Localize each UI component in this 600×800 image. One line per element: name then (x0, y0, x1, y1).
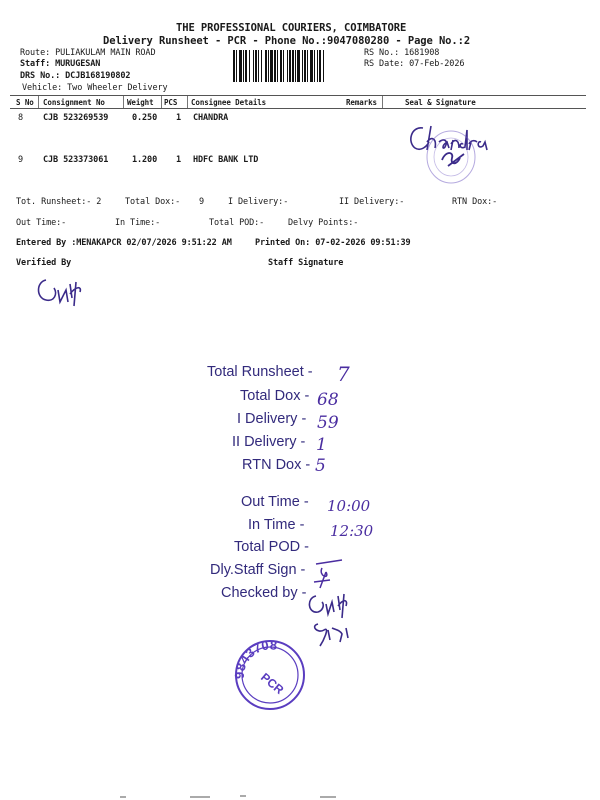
barcode (233, 50, 360, 82)
barcode-bar (270, 50, 273, 82)
verified-by: Verified By (16, 258, 72, 268)
row-pcs: 1 (176, 155, 182, 165)
ii-delivery: II Delivery:- (339, 197, 405, 207)
stamp-value-rtn-dox: 5 (315, 456, 326, 476)
stamp-value-total-dox: 68 (317, 390, 339, 410)
barcode-bar (292, 50, 294, 82)
barcode-bar (289, 50, 291, 82)
total-dox-label: Total Dox:- (125, 197, 181, 207)
barcode-bar (243, 50, 244, 82)
barcode-bar (277, 50, 278, 82)
in-time: In Time:- (115, 218, 161, 228)
total-dox-value: 9 (199, 197, 205, 207)
entered-by: Entered By :MENAKAPCR 02/07/2026 9:51:22 AM (16, 238, 232, 248)
staff: Staff: MURUGESAN (20, 59, 101, 69)
i-delivery: I Delivery:- (228, 197, 289, 207)
verified-signature (32, 272, 87, 312)
bottom-bleed-marks (120, 794, 380, 800)
barcode-bar (280, 50, 282, 82)
row-sno: 8 (18, 113, 24, 123)
barcode-bar (268, 50, 269, 82)
out-time: Out Time:- (16, 218, 67, 228)
barcode-bar (307, 50, 308, 82)
seal-sub: PCR (258, 670, 287, 698)
seal-stamp-small (426, 130, 476, 185)
th-weight: Weight (127, 98, 154, 107)
stamp-value-ii-delivery: 1 (316, 435, 327, 455)
total-pod: Total POD:- (209, 218, 265, 228)
staff-signature: Staff Signature (268, 258, 344, 268)
barcode-bar (258, 50, 259, 82)
col-divider (382, 96, 383, 108)
barcode-bar (265, 50, 267, 82)
barcode-bar (314, 50, 315, 82)
barcode-bar (255, 50, 257, 82)
stamp-label-out-time: Out Time - (241, 494, 309, 510)
drs-number: DRS No.: DCJB168190802 (20, 71, 131, 81)
stamp-label-total-pod: Total POD - (234, 539, 309, 555)
barcode-bar (287, 50, 288, 82)
rs-date: RS Date: 07-Feb-2026 (364, 59, 465, 69)
rtn-dox: RTN Dox:- (452, 197, 498, 207)
stamp-label-total-dox: Total Dox - (240, 388, 310, 404)
th-pcs: PCS (164, 98, 178, 107)
stamp-label-ii-delivery: II Delivery - (232, 434, 306, 450)
row-weight: 1.200 (132, 155, 158, 165)
stamp-value-i-delivery: 59 (317, 413, 339, 433)
staff-sign-scribble (312, 558, 352, 590)
table-header-rule (10, 108, 586, 109)
col-divider (161, 96, 162, 108)
stamp-label-i-delivery: I Delivery - (237, 411, 307, 427)
stamp-value-out-time: 10:00 (327, 497, 371, 515)
barcode-bar (249, 50, 250, 82)
barcode-bar (233, 50, 235, 82)
printed-on: Printed On: 07-02-2026 09:51:39 (255, 238, 411, 248)
barcode-bar (245, 50, 247, 82)
rs-number: RS No.: 1681908 (364, 48, 440, 58)
th-sno: S No (16, 98, 34, 107)
barcode-bar (253, 50, 254, 82)
barcode-bar (319, 50, 321, 82)
round-seal (230, 635, 312, 715)
barcode-bar (302, 50, 303, 82)
barcode-bar (323, 50, 324, 82)
col-divider (187, 96, 188, 108)
barcode-bar (239, 50, 242, 82)
col-divider (38, 96, 39, 108)
stamp-label-staff-sign: Dly.Staff Sign - (210, 562, 306, 578)
th-consignment: Consignment No (43, 98, 105, 107)
row-consignment: CJB 523373061 (43, 155, 109, 165)
stamp-label-in-time: In Time - (248, 517, 305, 533)
tot-runsheet: Tot. Runsheet:- 2 (16, 197, 102, 207)
barcode-bar (283, 50, 284, 82)
row-consignee: HDFC BANK LTD (193, 155, 259, 165)
route: Route: PULIAKULAM MAIN ROAD (20, 48, 156, 58)
barcode-bar (310, 50, 313, 82)
company-title: THE PROFESSIONAL COURIERS, COIMBATORE (176, 22, 407, 34)
barcode-bar (295, 50, 296, 82)
barcode-bar (304, 50, 306, 82)
barcode-bar (274, 50, 276, 82)
th-seal-signature: Seal & Signature (405, 98, 476, 107)
runsheet-subtitle: Delivery Runsheet - PCR - Phone No.:9047080280 - Page No.:2 (103, 35, 471, 47)
th-remarks: Remarks (346, 98, 377, 107)
barcode-bar (317, 50, 318, 82)
row-pcs: 1 (176, 113, 182, 123)
stamp-value-in-time: 12:30 (330, 522, 374, 540)
stamp-value-total-runsheet: 7 (337, 362, 350, 386)
table-top-rule (10, 95, 586, 96)
th-consignee: Consignee Details (191, 98, 267, 107)
barcode-bar (261, 50, 262, 82)
stamp-label-total-runsheet: Total Runsheet - (207, 364, 313, 380)
vehicle: Vehicle: Two Wheeler Delivery (22, 83, 168, 93)
col-divider (123, 96, 124, 108)
row-consignment: CJB 523269539 (43, 113, 109, 123)
barcode-bar (236, 50, 237, 82)
barcode-bar (297, 50, 300, 82)
row-sno: 9 (18, 155, 24, 165)
row-weight: 0.250 (132, 113, 158, 123)
stamp-label-rtn-dox: RTN Dox - (242, 457, 311, 473)
checked-by-signature (304, 590, 364, 650)
seal-number-path: 9843708 (231, 637, 278, 680)
delvy-points: Delvy Points:- (288, 218, 359, 228)
barcode-svg (233, 50, 360, 82)
stamp-label-checked-by: Checked by - (221, 585, 307, 601)
row-consignee: CHANDRA (193, 113, 229, 123)
